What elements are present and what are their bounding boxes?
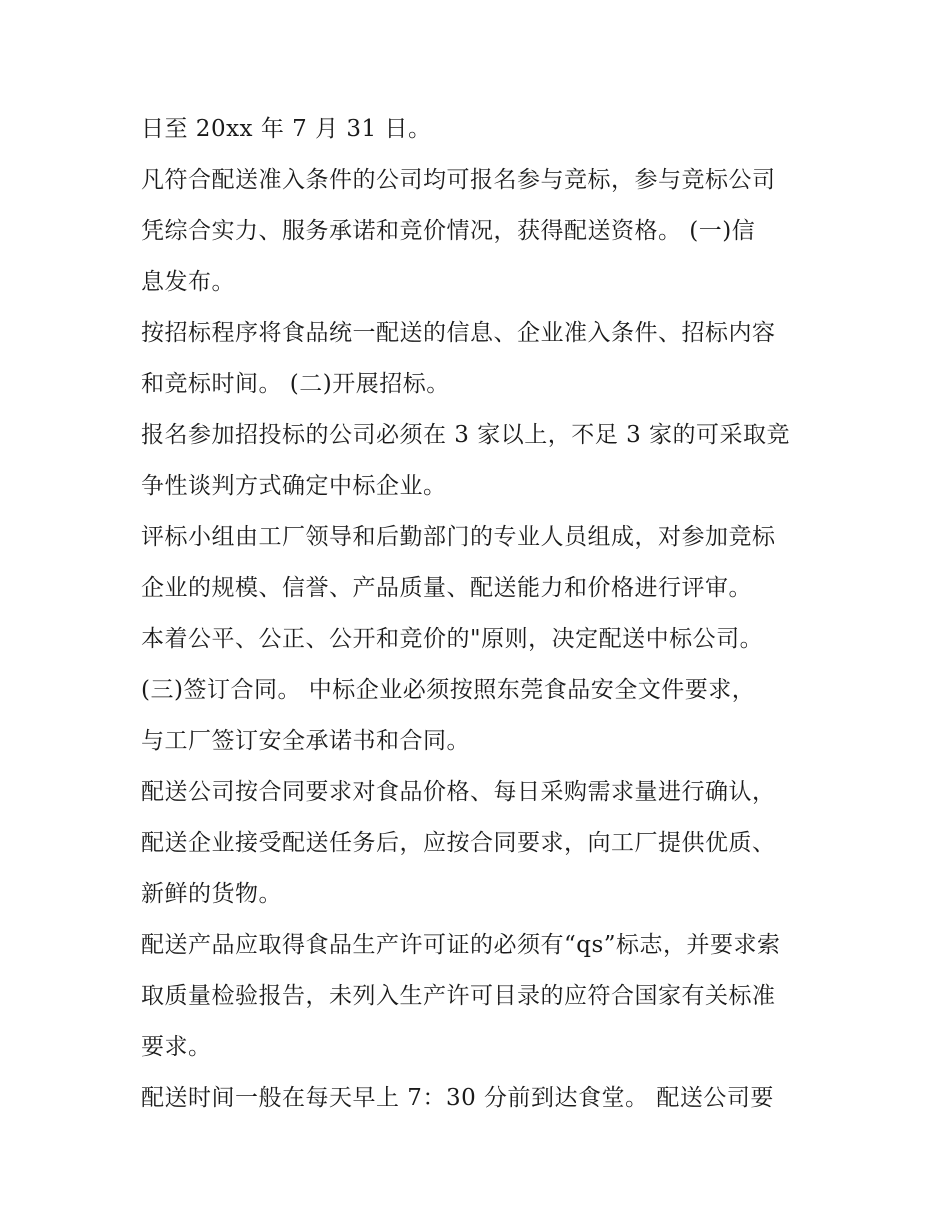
text-line: 取质量检验报告，未列入生产许可目录的应符合国家有关标准 <box>141 983 776 1009</box>
text-line: 企业的规模、信誉、产品质量、配送能力和价格进行评审。 <box>141 575 752 601</box>
text-line: 凭综合实力、服务承诺和竞价情况，获得配送资格。 (一)信 <box>141 218 756 244</box>
text-line: 评标小组由工厂领导和后勤部门的专业人员组成，对参加竞标 <box>141 524 776 550</box>
text-line: 息发布。 <box>141 269 235 295</box>
text-line: 凡符合配送准入条件的公司均可报名参与竞标，参与竞标公司 <box>141 167 776 193</box>
text-line: 配送企业接受配送任务后，应按合同要求，向工厂提供优质、 <box>141 830 776 856</box>
text-line: 要求。 <box>141 1034 212 1060</box>
text-line: 配送产品应取得食品生产许可证的必须有“qs”标志，并要求索 <box>141 932 781 958</box>
text-line: 本着公平、公正、公开和竞价的"原则，决定配送中标公司。 <box>141 626 764 652</box>
text-line: 配送公司按合同要求对食品价格、每日采购需求量进行确认， <box>141 779 776 805</box>
text-line: 日至 20xx 年 7 月 31 日。 <box>141 116 432 142</box>
text-line: 和竞标时间。 (二)开展招标。 <box>141 371 450 397</box>
text-line: 按招标程序将食品统一配送的信息、企业准入条件、招标内容 <box>141 320 776 346</box>
text-line: 报名参加招投标的公司必须在 3 家以上，不足 3 家的可采取竞 <box>141 422 791 448</box>
text-line: 配送时间一般在每天早上 7：30 分前到达食堂。 配送公司要 <box>141 1085 774 1111</box>
text-line: 新鲜的货物。 <box>141 881 282 907</box>
text-line: (三)签订合同。 中标企业必须按照东莞食品安全文件要求， <box>141 677 756 703</box>
text-line: 争性谈判方式确定中标企业。 <box>141 473 447 499</box>
text-line: 与工厂签订安全承诺书和合同。 <box>141 728 470 754</box>
